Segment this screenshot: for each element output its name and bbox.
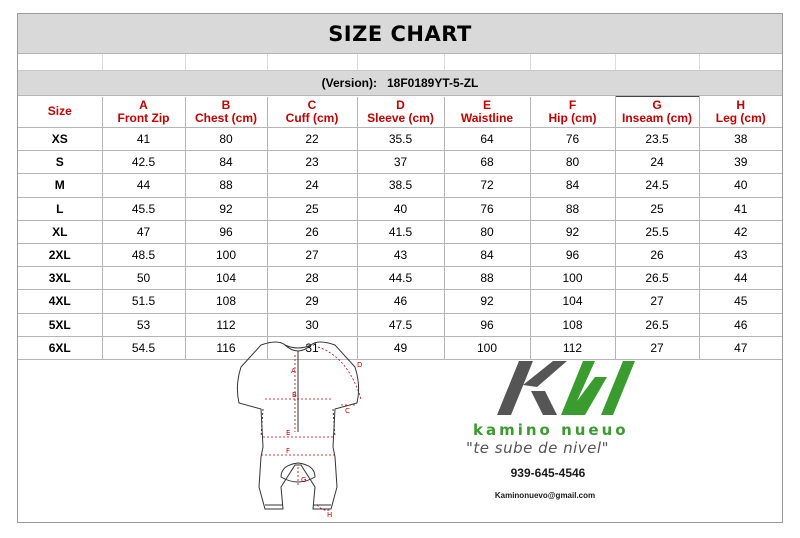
size-cell: 4XL (18, 290, 102, 313)
column-label: Waistline (460, 110, 514, 125)
measurement-cell: 64 (444, 128, 530, 151)
measurement-cell: 84 (444, 243, 530, 266)
column-letter: B (221, 97, 231, 112)
measurement-cell: 76 (444, 197, 530, 220)
measurement-cell: 80 (444, 220, 530, 243)
table-row (18, 151, 782, 174)
measurement-cell: 44.5 (357, 267, 444, 290)
measurement-cell: 53 (102, 313, 185, 336)
column-letter: G (652, 98, 662, 112)
measurement-cell: 26.5 (615, 267, 699, 290)
measurement-cell: 25 (267, 197, 357, 220)
phone-number: 939-645-4546 (510, 466, 586, 480)
measurement-cell: 40 (357, 197, 444, 220)
spacer-row (18, 54, 782, 71)
column-header-b (185, 97, 267, 128)
measurement-cell: 47 (699, 336, 782, 359)
column-header-f (530, 97, 615, 128)
table-row (18, 290, 782, 313)
column-letter: H (736, 97, 746, 112)
column-letter: C (307, 97, 317, 112)
table-header-row (18, 97, 782, 128)
column-letter: A (139, 97, 148, 112)
table-row (18, 197, 782, 220)
measurement-cell: 50 (102, 267, 185, 290)
measurement-cell: 41 (102, 128, 185, 151)
size-cell: M (18, 174, 102, 197)
measurement-cell: 112 (530, 336, 615, 359)
measurement-cell: 100 (444, 336, 530, 359)
measurement-cell: 54.5 (102, 336, 185, 359)
column-header-c (267, 97, 357, 128)
measurement-cell: 88 (444, 267, 530, 290)
measurement-cell: 24 (267, 174, 357, 197)
measurement-cell: 88 (530, 197, 615, 220)
measurement-cell: 84 (530, 174, 615, 197)
measurement-cell: 26 (615, 243, 699, 266)
size-table (18, 96, 782, 360)
measurement-cell: 24 (615, 151, 699, 174)
measurement-cell: 104 (185, 267, 267, 290)
size-cell: L (18, 197, 102, 220)
brand-slogan: "te sube de nivel" (466, 439, 609, 457)
measurement-cell: 46 (699, 313, 782, 336)
size-cell: 2XL (18, 243, 102, 266)
size-chart-sheet (17, 13, 783, 523)
column-label: Sleeve (cm) (367, 110, 434, 125)
measurement-cell: 100 (185, 243, 267, 266)
brand-name: kamino nueuo (473, 421, 629, 439)
measurement-cell: 92 (530, 220, 615, 243)
measurement-cell: 42.5 (102, 151, 185, 174)
column-letter: F (568, 97, 577, 112)
measurement-cell: 38.5 (357, 174, 444, 197)
measurement-cell: 37 (357, 151, 444, 174)
column-header-size: Size (18, 97, 102, 128)
measurement-cell: 40 (699, 174, 782, 197)
measurement-cell: 44 (102, 174, 185, 197)
measurement-cell: 96 (444, 313, 530, 336)
column-label: Cuff (cm) (285, 110, 339, 125)
table-row (18, 128, 782, 151)
column-header-a (102, 97, 185, 128)
diagram-label-d: D (357, 361, 363, 369)
column-header-e (444, 97, 530, 128)
version-row (18, 71, 782, 96)
measurement-cell: 45.5 (102, 197, 185, 220)
measurement-cell: 31 (267, 336, 357, 359)
measurement-cell: 92 (444, 290, 530, 313)
measurement-cell: 47.5 (357, 313, 444, 336)
version-label: (Version): (321, 76, 377, 90)
measurement-cell: 72 (444, 174, 530, 197)
measurement-cell: 22 (267, 128, 357, 151)
column-header-g (615, 97, 699, 128)
measurement-cell: 43 (699, 243, 782, 266)
email-address: Kaminonuevo@gmail.com (494, 491, 596, 500)
measurement-cell: 80 (185, 128, 267, 151)
diagram-label-h: H (327, 511, 333, 519)
measurement-cell: 29 (267, 290, 357, 313)
measurement-cell: 41.5 (357, 220, 444, 243)
measurement-cell: 30 (267, 313, 357, 336)
kamino-nuevo-logo (483, 357, 643, 417)
measurement-cell: 46 (357, 290, 444, 313)
measurement-cell: 116 (185, 336, 267, 359)
table-body (18, 128, 782, 360)
table-row (18, 243, 782, 266)
table-row (18, 267, 782, 290)
column-label: Chest (cm) (194, 110, 257, 125)
size-cell: XS (18, 128, 102, 151)
table-row (18, 220, 782, 243)
measurement-cell: 41 (699, 197, 782, 220)
measurement-cell: 96 (530, 243, 615, 266)
measurement-cell: 38 (699, 128, 782, 151)
measurement-cell: 88 (185, 174, 267, 197)
table-row (18, 313, 782, 336)
diagram-label-f: F (286, 447, 291, 455)
measurement-cell: 96 (185, 220, 267, 243)
bottom-section (18, 334, 782, 522)
measurement-cell: 108 (530, 313, 615, 336)
suit-measurement-diagram (223, 337, 373, 519)
measurement-cell: 39 (699, 151, 782, 174)
measurement-cell: 76 (530, 128, 615, 151)
measurement-cell: 27 (267, 243, 357, 266)
measurement-cell: 44 (699, 267, 782, 290)
diagram-label-a: A (291, 367, 296, 375)
diagram-label-g: G (301, 476, 307, 484)
column-label: Leg (cm) (715, 110, 766, 125)
size-cell: 6XL (18, 336, 102, 359)
measurement-cell: 112 (185, 313, 267, 336)
column-header-d (357, 97, 444, 128)
size-cell: 5XL (18, 313, 102, 336)
column-letter: D (396, 97, 405, 112)
measurement-cell: 92 (185, 197, 267, 220)
measurement-cell: 27 (615, 290, 699, 313)
measurement-cell: 84 (185, 151, 267, 174)
measurement-cell: 42 (699, 220, 782, 243)
measurement-cell: 48.5 (102, 243, 185, 266)
diagram-label-c: C (345, 407, 350, 415)
measurement-cell: 23.5 (615, 128, 699, 151)
page-title: SIZE CHART (328, 21, 472, 46)
column-label: Inseam (cm) (621, 111, 693, 125)
measurement-cell: 104 (530, 290, 615, 313)
measurement-cell: 35.5 (357, 128, 444, 151)
title-bar (18, 14, 782, 54)
measurement-cell: 26.5 (615, 313, 699, 336)
size-cell: XL (18, 220, 102, 243)
measurement-cell: 49 (357, 336, 444, 359)
measurement-cell: 25.5 (615, 220, 699, 243)
measurement-cell: 45 (699, 290, 782, 313)
measurement-cell: 24.5 (615, 174, 699, 197)
column-label: Front Zip (117, 110, 170, 125)
measurement-cell: 68 (444, 151, 530, 174)
measurement-cell: 108 (185, 290, 267, 313)
version-code: 18F0189YT-5-ZL (386, 76, 479, 90)
diagram-label-e: E (286, 429, 291, 437)
measurement-cell: 51.5 (102, 290, 185, 313)
measurement-cell: 100 (530, 267, 615, 290)
column-header-h (699, 97, 782, 128)
measurement-cell: 25 (615, 197, 699, 220)
measurement-cell: 28 (267, 267, 357, 290)
measurement-cell: 23 (267, 151, 357, 174)
measurement-cell: 80 (530, 151, 615, 174)
measurement-cell: 27 (615, 336, 699, 359)
table-row (18, 174, 782, 197)
measurement-cell: 26 (267, 220, 357, 243)
column-letter: E (482, 97, 491, 112)
column-label: Hip (cm) (548, 110, 597, 125)
size-cell: S (18, 151, 102, 174)
measurement-cell: 43 (357, 243, 444, 266)
measurement-cell: 47 (102, 220, 185, 243)
size-cell: 3XL (18, 267, 102, 290)
diagram-label-b: B (292, 391, 297, 399)
